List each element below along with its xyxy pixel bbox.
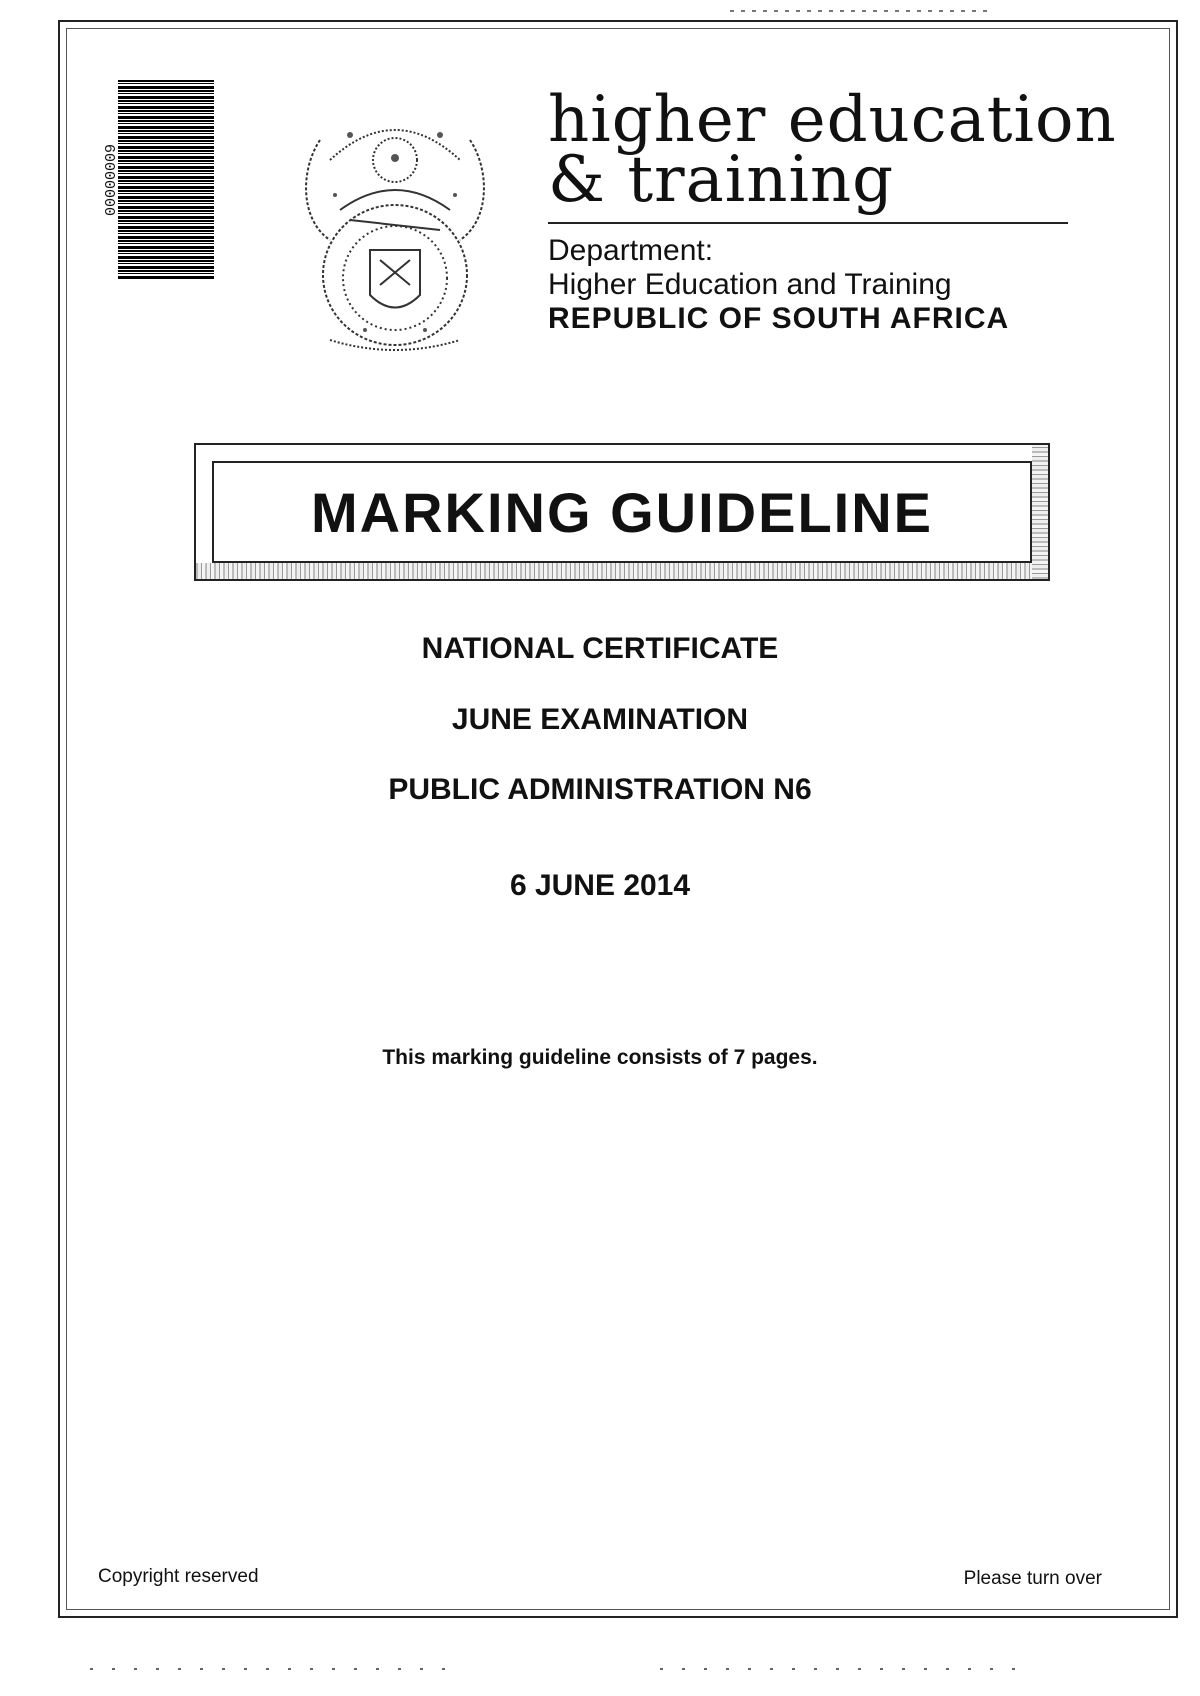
date-line: 6 JUNE 2014 <box>509 869 691 902</box>
scan-artifact-bottom-left <box>90 1668 450 1670</box>
title-frame-inner <box>212 461 1032 563</box>
barcode-number: 00000009 <box>103 144 120 217</box>
barcode-icon <box>118 80 214 280</box>
footer-copyright: Copyright reserved <box>98 1566 259 1587</box>
department-country: REPUBLIC OF SOUTH AFRICA <box>548 302 1010 335</box>
title-frame-bevel-bottom <box>196 563 1048 579</box>
footer-turn-over: Please turn over <box>963 1568 1102 1589</box>
document-type-title: MARKING GUIDELINE <box>311 480 933 544</box>
examination-line: JUNE EXAMINATION <box>451 703 749 736</box>
scan-artifact-top <box>730 10 990 12</box>
subject-line: PUBLIC ADMINISTRATION N6 <box>388 773 812 806</box>
scan-artifact-bottom-right <box>660 1668 1020 1670</box>
logo-divider <box>548 222 1068 224</box>
coat-of-arms-icon <box>290 100 500 360</box>
pages-note: This marking guideline consists of 7 pages. <box>382 1046 818 1069</box>
certificate-line: NATIONAL CERTIFICATE <box>421 632 779 665</box>
logo-wordmark <box>548 83 1117 217</box>
title-frame-bevel-right <box>1032 445 1048 579</box>
department-block <box>548 234 1088 336</box>
logo-line-2: & training <box>548 143 895 217</box>
logo-line-1: higher education <box>548 83 1117 157</box>
department-name: Higher Education and Training <box>548 268 952 301</box>
department-label: Department: <box>548 234 714 267</box>
